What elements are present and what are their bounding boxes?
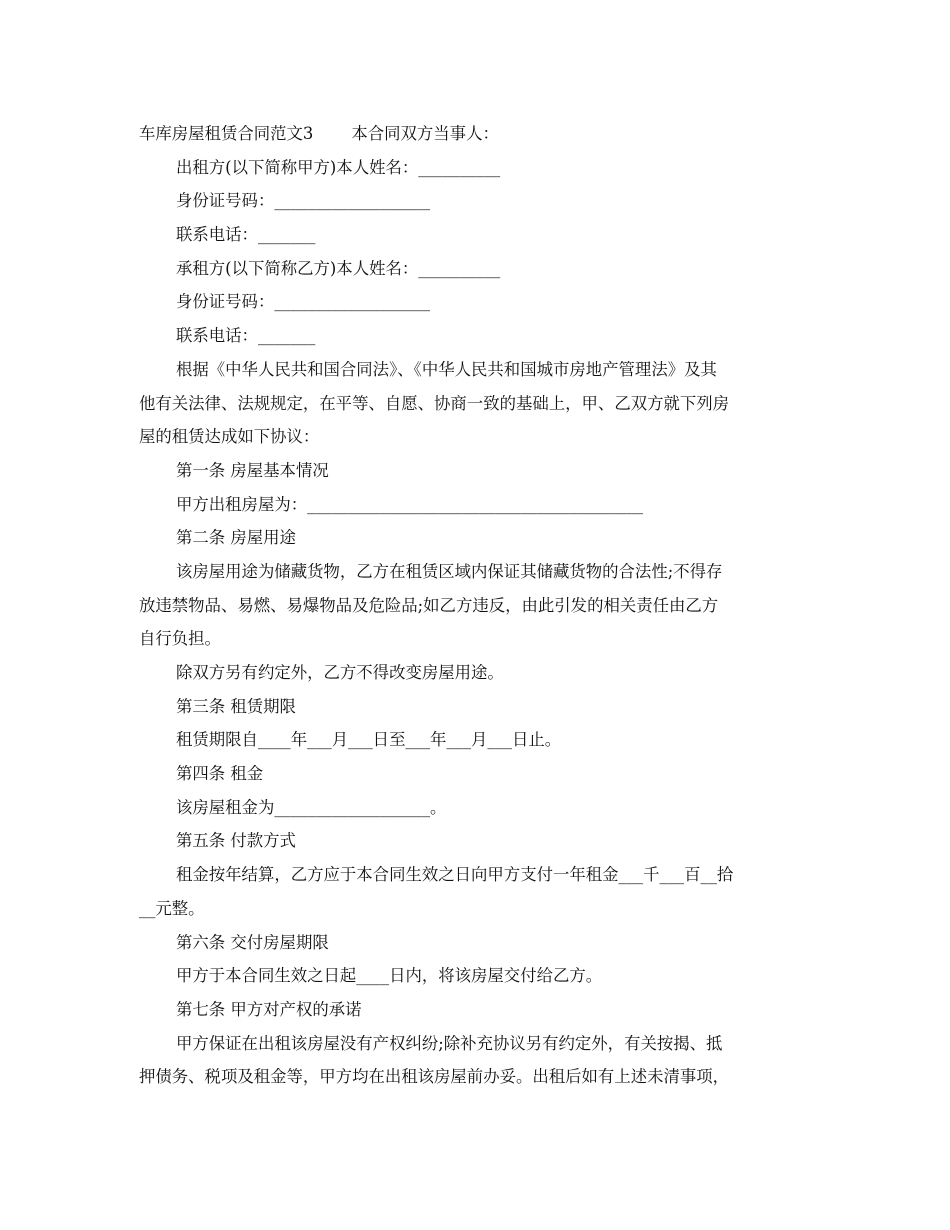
article-6-heading: 第六条 交付房屋期限	[176, 932, 329, 952]
article-2-heading: 第二条 房屋用途	[176, 528, 296, 548]
article-3-text: 租赁期限自____年___月___日至___年___月___日止。	[176, 730, 562, 750]
article-4-text: 该房屋租金为___________________。	[176, 797, 447, 817]
article-5-heading: 第五条 付款方式	[176, 831, 296, 851]
document-body	[139, 117, 819, 1094]
article-7-text: 甲方保证在出租该房屋没有产权纠纷;除补充协议另有约定外，有关按揭、抵	[176, 1033, 723, 1053]
article-7-text: 押债务、税项及租金等，甲方均在出租该房屋前办妥。出租后如有上述未清事项，	[139, 1067, 730, 1087]
preamble-line: 他有关法律、法规规定，在平等、自愿、协商一致的基础上，甲、乙双方就下列房	[139, 393, 730, 413]
article-2-text: 自行负担。	[139, 629, 221, 649]
article-6-text: 甲方于本合同生效之日起____日内，将该房屋交付给乙方。	[176, 966, 603, 986]
parties-heading: 本合同双方当事人：	[351, 124, 499, 143]
article-4-heading: 第四条 租金	[176, 764, 264, 784]
article-1-text: 甲方出租房屋为：_________________________________________	[176, 494, 644, 514]
article-2-text: 放违禁物品、易燃、易爆物品及危险品;如乙方违反，由此引发的相关责任由乙方	[139, 595, 719, 615]
lessee-phone-line: 联系电话：_______	[176, 326, 316, 346]
preamble-line: 根据《中华人民共和国合同法》、《中华人民共和国城市房地产管理法》及其	[176, 359, 717, 379]
article-5-text: __元整。	[139, 898, 205, 918]
lessor-phone-line: 联系电话：_______	[176, 225, 316, 245]
article-3-heading: 第三条 租赁期限	[176, 696, 296, 716]
title-line	[139, 117, 819, 151]
article-2-text: 除双方另有约定外，乙方不得改变房屋用途。	[176, 663, 504, 682]
lessor-name-line: 出租方(以下简称甲方)本人姓名：__________	[176, 157, 501, 177]
article-7-heading: 第七条 甲方对产权的承诺	[176, 999, 362, 1019]
article-5-text: 租金按年结算，乙方应于本合同生效之日向甲方支付一年租金___千___百__拾	[176, 865, 734, 885]
lessee-id-line: 身份证号码：___________________	[176, 292, 431, 312]
lessee-name-line: 承租方(以下简称乙方)本人姓名：__________	[176, 258, 501, 278]
article-2-text: 该房屋用途为储藏货物，乙方在租赁区域内保证其储藏货物的合法性;不得存	[176, 561, 723, 581]
preamble-line: 屋的租赁达成如下协议：	[139, 427, 320, 447]
article-1-heading: 第一条 房屋基本情况	[176, 460, 329, 480]
lessor-id-line: 身份证号码：___________________	[176, 191, 431, 211]
document-title: 车库房屋租赁合同范文3	[139, 124, 314, 143]
